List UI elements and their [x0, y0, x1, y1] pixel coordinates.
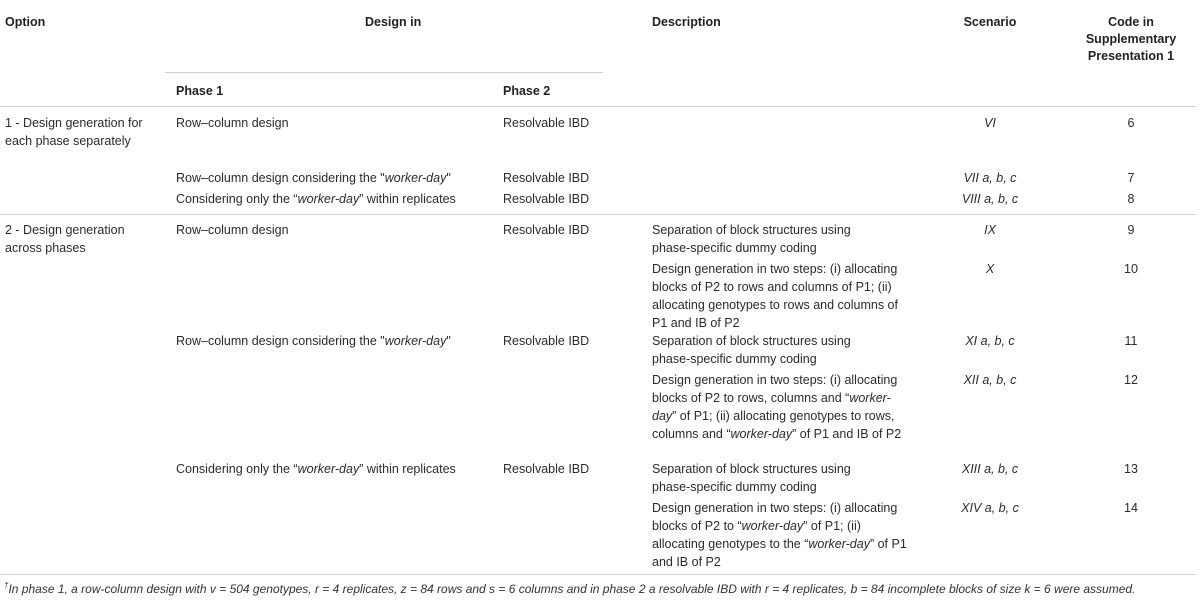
row-column-worker-day: Row–column design considering the "worker-day" [176, 334, 451, 348]
header-option: Option [5, 15, 46, 29]
resolvable-ibd: Resolvable IBD [503, 171, 590, 185]
row-column-design: Row–column design [176, 116, 289, 130]
table-bottom-rule [0, 574, 1196, 575]
code-value: 6 [1127, 116, 1135, 130]
description-separation: Separation of block structures using phase-specific dummy coding [652, 223, 851, 255]
footnote-mark: † [4, 581, 9, 590]
description-separation: Separation of block structures using phase-specific dummy coding [652, 462, 851, 494]
header-scenario: Scenario [963, 15, 1017, 29]
scenario-value: XII a, b, c [963, 373, 1017, 387]
scenario-value: XI a, b, c [965, 334, 1015, 348]
scenario-value: IX [984, 223, 996, 237]
code-value: 9 [1127, 223, 1135, 237]
scenario-value: VI [984, 116, 996, 130]
header-design-in: Design in [365, 15, 422, 29]
scenario-value: VII a, b, c [963, 171, 1017, 185]
header-code: Code in Supplementary Presentation 1 [1085, 15, 1177, 63]
header-rule [0, 106, 1196, 107]
resolvable-ibd: Resolvable IBD [503, 116, 590, 130]
scenario-value: XIII a, b, c [961, 462, 1019, 476]
code-value: 14 [1124, 501, 1138, 515]
resolvable-ibd: Resolvable IBD [503, 462, 590, 476]
code-value: 11 [1124, 334, 1138, 348]
design-in-underline [165, 72, 603, 73]
header-description: Description [652, 15, 721, 29]
description-two-steps: Design generation in two steps: (i) allocating blocks of P2 to rows and columns of P1; (ii) allocating genotypes to rows and columns of P1 and IB of P2 [652, 262, 898, 330]
scenario-value: X [985, 262, 995, 276]
option-1-label: 1 - Design generation for each phase separately [5, 116, 143, 148]
description-two-steps: Design generation in two steps: (i) allocating blocks of P2 to “worker-day” of P1; (ii) allocating genotypes to the “worker-day” of P1 and IB of P2 [652, 501, 907, 569]
scenario-value: XIV a, b, c [961, 501, 1019, 515]
header-phase-2: Phase 2 [503, 84, 551, 98]
row-column-design: Row–column design [176, 223, 289, 237]
code-value: 13 [1124, 462, 1138, 476]
code-value: 8 [1127, 192, 1135, 206]
description-two-steps: Design generation in two steps: (i) allocating blocks of P2 to rows, columns and “worker-day” of P1; (ii) allocating genotypes to rows, columns and “worker-day” of P1 and IB of P2 [652, 373, 902, 441]
header-phase-1: Phase 1 [176, 84, 224, 98]
resolvable-ibd: Resolvable IBD [503, 334, 590, 348]
code-value: 12 [1124, 373, 1138, 387]
scenario-value: VIII a, b, c [961, 192, 1019, 206]
only-worker-day: Considering only the “worker-day” within replicates [176, 462, 456, 476]
code-value: 10 [1124, 262, 1138, 276]
table-footnote [4, 578, 1199, 597]
footnote-text: In phase 1, a row-column design with v = 504 genotypes, r = 4 replicates, z = 84 rows and s = 6 columns and in phase 2 a resolvable IBD with r = 4 replicates, b = 84 incomplete blocks of size k = 6 were assumed. [8, 582, 1136, 596]
description-separation: Separation of block structures using phase-specific dummy coding [652, 334, 851, 366]
option-2-label: 2 - Design generation across phases [5, 223, 125, 255]
row-column-worker-day: Row–column design considering the "worker-day" [176, 171, 451, 185]
resolvable-ibd: Resolvable IBD [503, 192, 590, 206]
only-worker-day: Considering only the “worker-day” within replicates [176, 192, 456, 206]
resolvable-ibd: Resolvable IBD [503, 223, 590, 237]
code-value: 7 [1127, 171, 1135, 185]
group-rule [0, 214, 1196, 215]
